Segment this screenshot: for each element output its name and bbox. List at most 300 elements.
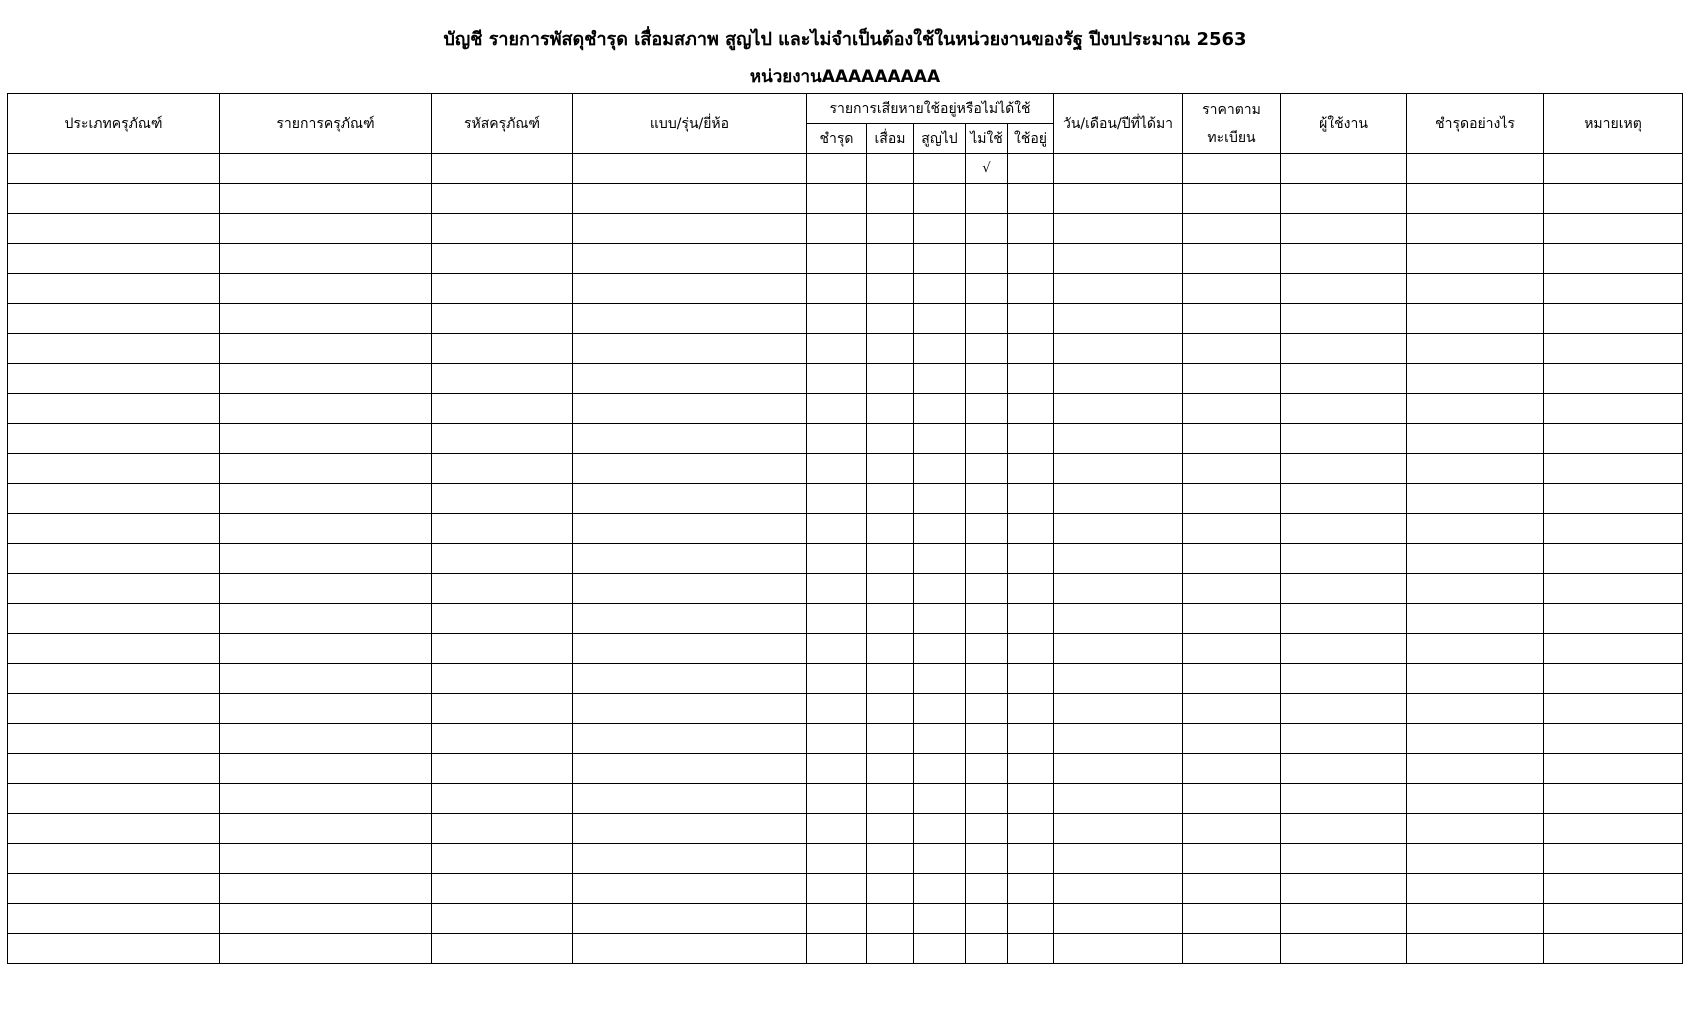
cell-acquired-date [1054, 574, 1183, 604]
cell-lost [914, 844, 966, 874]
cell-user [1281, 724, 1407, 754]
cell-price [1183, 934, 1281, 964]
cell-price [1183, 904, 1281, 934]
cell-acquired-date [1054, 514, 1183, 544]
cell-deteriorated [867, 844, 914, 874]
cell-lost [914, 184, 966, 214]
cell-in-use [1008, 214, 1054, 244]
cell-model [573, 634, 807, 664]
cell-in-use [1008, 244, 1054, 274]
cell-acquired-date [1054, 274, 1183, 304]
cell-lost [914, 544, 966, 574]
cell-acquired-date [1054, 904, 1183, 934]
cell-in-use [1008, 514, 1054, 544]
cell-model [573, 184, 807, 214]
cell-remarks [1544, 754, 1683, 784]
table-row [8, 274, 1683, 304]
cell-unused [966, 724, 1008, 754]
table-row [8, 184, 1683, 214]
cell-item [220, 754, 432, 784]
cell-lost [914, 814, 966, 844]
cell-remarks [1544, 454, 1683, 484]
cell-type [8, 484, 220, 514]
header-type: ประเภทครุภัณฑ์ [8, 94, 220, 154]
header-lost: สูญไป [914, 124, 966, 154]
cell-model [573, 364, 807, 394]
cell-model [573, 154, 807, 184]
header-remarks: หมายเหตุ [1544, 94, 1683, 154]
cell-how-damaged [1407, 664, 1544, 694]
cell-model [573, 514, 807, 544]
cell-item [220, 394, 432, 424]
cell-acquired-date [1054, 214, 1183, 244]
header-damaged: ชำรุด [807, 124, 867, 154]
cell-user [1281, 664, 1407, 694]
cell-remarks [1544, 874, 1683, 904]
cell-unused [966, 784, 1008, 814]
cell-in-use [1008, 784, 1054, 814]
cell-item [220, 484, 432, 514]
cell-remarks [1544, 424, 1683, 454]
cell-user [1281, 274, 1407, 304]
cell-in-use [1008, 934, 1054, 964]
cell-model [573, 934, 807, 964]
cell-unused [966, 274, 1008, 304]
cell-unused [966, 304, 1008, 334]
cell-unused [966, 364, 1008, 394]
table-row [8, 334, 1683, 364]
cell-type [8, 874, 220, 904]
cell-in-use [1008, 544, 1054, 574]
cell-user [1281, 784, 1407, 814]
cell-deteriorated [867, 754, 914, 784]
cell-user [1281, 364, 1407, 394]
cell-lost [914, 724, 966, 754]
cell-damaged [807, 544, 867, 574]
cell-how-damaged [1407, 154, 1544, 184]
cell-unused [966, 664, 1008, 694]
cell-acquired-date [1054, 844, 1183, 874]
cell-item [220, 514, 432, 544]
cell-price [1183, 304, 1281, 334]
cell-deteriorated [867, 304, 914, 334]
cell-how-damaged [1407, 724, 1544, 754]
cell-unused [966, 574, 1008, 604]
cell-model [573, 454, 807, 484]
cell-unused [966, 814, 1008, 844]
cell-user [1281, 544, 1407, 574]
cell-lost [914, 634, 966, 664]
cell-price [1183, 574, 1281, 604]
cell-lost [914, 574, 966, 604]
cell-deteriorated [867, 484, 914, 514]
cell-deteriorated [867, 424, 914, 454]
cell-user [1281, 304, 1407, 334]
cell-model [573, 604, 807, 634]
header-price [1183, 94, 1281, 154]
cell-in-use [1008, 274, 1054, 304]
cell-remarks [1544, 904, 1683, 934]
cell-damaged [807, 694, 867, 724]
cell-price [1183, 634, 1281, 664]
cell-how-damaged [1407, 274, 1544, 304]
cell-price [1183, 334, 1281, 364]
table-row [8, 904, 1683, 934]
cell-unused [966, 214, 1008, 244]
cell-how-damaged [1407, 934, 1544, 964]
cell-price [1183, 364, 1281, 394]
cell-unused [966, 694, 1008, 724]
cell-lost [914, 484, 966, 514]
cell-remarks [1544, 814, 1683, 844]
cell-type [8, 604, 220, 634]
cell-in-use [1008, 394, 1054, 424]
table-row [8, 844, 1683, 874]
cell-acquired-date [1054, 544, 1183, 574]
cell-in-use [1008, 604, 1054, 634]
header-in-use: ใช้อยู่ [1008, 124, 1054, 154]
cell-in-use [1008, 304, 1054, 334]
cell-in-use [1008, 904, 1054, 934]
cell-remarks [1544, 784, 1683, 814]
cell-remarks [1544, 184, 1683, 214]
cell-remarks [1544, 664, 1683, 694]
cell-remarks [1544, 694, 1683, 724]
cell-unused [966, 484, 1008, 514]
cell-damaged [807, 364, 867, 394]
asset-table [7, 93, 1683, 964]
cell-price [1183, 664, 1281, 694]
cell-user [1281, 604, 1407, 634]
cell-acquired-date [1054, 304, 1183, 334]
cell-acquired-date [1054, 724, 1183, 754]
cell-price [1183, 874, 1281, 904]
cell-item [220, 934, 432, 964]
cell-type [8, 154, 220, 184]
cell-acquired-date [1054, 784, 1183, 814]
cell-in-use [1008, 844, 1054, 874]
cell-code [432, 904, 573, 934]
cell-item [220, 634, 432, 664]
cell-code [432, 364, 573, 394]
cell-item [220, 784, 432, 814]
cell-remarks [1544, 544, 1683, 574]
cell-code [432, 184, 573, 214]
cell-item [220, 244, 432, 274]
cell-how-damaged [1407, 754, 1544, 784]
cell-price [1183, 454, 1281, 484]
cell-deteriorated [867, 604, 914, 634]
cell-how-damaged [1407, 844, 1544, 874]
cell-code [432, 544, 573, 574]
cell-how-damaged [1407, 874, 1544, 904]
cell-item [220, 694, 432, 724]
cell-acquired-date [1054, 184, 1183, 214]
cell-code [432, 694, 573, 724]
table-row [8, 514, 1683, 544]
cell-in-use [1008, 484, 1054, 514]
cell-damaged [807, 934, 867, 964]
cell-type [8, 754, 220, 784]
cell-deteriorated [867, 634, 914, 664]
cell-remarks [1544, 484, 1683, 514]
cell-unused [966, 514, 1008, 544]
cell-in-use [1008, 154, 1054, 184]
table-row [8, 454, 1683, 484]
cell-how-damaged [1407, 814, 1544, 844]
cell-code [432, 244, 573, 274]
cell-code [432, 934, 573, 964]
cell-lost [914, 454, 966, 484]
cell-how-damaged [1407, 244, 1544, 274]
cell-unused [966, 754, 1008, 784]
cell-model [573, 304, 807, 334]
cell-how-damaged [1407, 604, 1544, 634]
cell-item [220, 814, 432, 844]
cell-price [1183, 154, 1281, 184]
cell-type [8, 304, 220, 334]
header-condition-group: รายการเสียหายใช้อยู่หรือไม่ได้ใช้ [807, 94, 1054, 124]
cell-item [220, 604, 432, 634]
cell-remarks [1544, 514, 1683, 544]
cell-acquired-date [1054, 664, 1183, 694]
cell-remarks [1544, 394, 1683, 424]
cell-model [573, 484, 807, 514]
table-row [8, 724, 1683, 754]
cell-model [573, 844, 807, 874]
cell-code [432, 514, 573, 544]
cell-damaged [807, 724, 867, 754]
cell-user [1281, 334, 1407, 364]
cell-type [8, 214, 220, 244]
table-row [8, 544, 1683, 574]
cell-damaged [807, 454, 867, 484]
table-body [8, 154, 1683, 964]
cell-acquired-date [1054, 154, 1183, 184]
cell-lost [914, 874, 966, 904]
cell-remarks [1544, 304, 1683, 334]
cell-user [1281, 454, 1407, 484]
table-row [8, 364, 1683, 394]
cell-lost [914, 754, 966, 784]
cell-item [220, 364, 432, 394]
cell-remarks [1544, 634, 1683, 664]
cell-how-damaged [1407, 454, 1544, 484]
cell-acquired-date [1054, 394, 1183, 424]
cell-deteriorated [867, 244, 914, 274]
cell-model [573, 904, 807, 934]
cell-acquired-date [1054, 454, 1183, 484]
cell-code [432, 784, 573, 814]
cell-deteriorated [867, 394, 914, 424]
cell-type [8, 814, 220, 844]
cell-model [573, 394, 807, 424]
cell-unused [966, 874, 1008, 904]
cell-price [1183, 484, 1281, 514]
cell-acquired-date [1054, 364, 1183, 394]
cell-user [1281, 394, 1407, 424]
cell-price [1183, 184, 1281, 214]
cell-code [432, 424, 573, 454]
cell-damaged [807, 154, 867, 184]
cell-deteriorated [867, 904, 914, 934]
cell-item [220, 544, 432, 574]
cell-model [573, 724, 807, 754]
cell-item [220, 184, 432, 214]
table-row [8, 424, 1683, 454]
cell-price [1183, 544, 1281, 574]
cell-acquired-date [1054, 874, 1183, 904]
cell-how-damaged [1407, 304, 1544, 334]
cell-unused [966, 244, 1008, 274]
cell-code [432, 754, 573, 784]
table-row [8, 814, 1683, 844]
cell-in-use [1008, 724, 1054, 754]
cell-item [220, 154, 432, 184]
cell-code [432, 814, 573, 844]
cell-user [1281, 934, 1407, 964]
cell-type [8, 244, 220, 274]
cell-deteriorated [867, 274, 914, 304]
cell-user [1281, 154, 1407, 184]
cell-type [8, 904, 220, 934]
cell-lost [914, 604, 966, 634]
cell-item [220, 304, 432, 334]
cell-deteriorated [867, 184, 914, 214]
cell-damaged [807, 304, 867, 334]
cell-unused [966, 334, 1008, 364]
cell-unused [966, 934, 1008, 964]
cell-how-damaged [1407, 364, 1544, 394]
cell-lost [914, 694, 966, 724]
cell-remarks [1544, 274, 1683, 304]
cell-damaged [807, 274, 867, 304]
cell-acquired-date [1054, 634, 1183, 664]
cell-how-damaged [1407, 424, 1544, 454]
cell-type [8, 454, 220, 484]
cell-price [1183, 694, 1281, 724]
cell-item [220, 664, 432, 694]
cell-remarks [1544, 364, 1683, 394]
cell-damaged [807, 784, 867, 814]
cell-damaged [807, 754, 867, 784]
cell-damaged [807, 634, 867, 664]
cell-remarks [1544, 604, 1683, 634]
cell-code [432, 214, 573, 244]
cell-model [573, 274, 807, 304]
cell-in-use [1008, 754, 1054, 784]
cell-damaged [807, 334, 867, 364]
cell-user [1281, 514, 1407, 544]
cell-remarks [1544, 574, 1683, 604]
cell-price [1183, 754, 1281, 784]
cell-code [432, 724, 573, 754]
cell-code [432, 604, 573, 634]
cell-type [8, 784, 220, 814]
cell-code [432, 274, 573, 304]
cell-type [8, 394, 220, 424]
cell-item [220, 424, 432, 454]
cell-how-damaged [1407, 634, 1544, 664]
cell-item [220, 874, 432, 904]
cell-in-use [1008, 184, 1054, 214]
cell-how-damaged [1407, 394, 1544, 424]
cell-item [220, 454, 432, 484]
header-deteriorated: เสื่อม [867, 124, 914, 154]
cell-deteriorated [867, 574, 914, 604]
cell-type [8, 664, 220, 694]
cell-model [573, 874, 807, 904]
cell-user [1281, 904, 1407, 934]
header-user: ผู้ใช้งาน [1281, 94, 1407, 154]
cell-how-damaged [1407, 334, 1544, 364]
cell-acquired-date [1054, 604, 1183, 634]
cell-lost [914, 304, 966, 334]
cell-how-damaged [1407, 904, 1544, 934]
cell-how-damaged [1407, 694, 1544, 724]
cell-unused [966, 604, 1008, 634]
cell-user [1281, 184, 1407, 214]
cell-acquired-date [1054, 244, 1183, 274]
cell-price [1183, 214, 1281, 244]
cell-deteriorated [867, 784, 914, 814]
cell-deteriorated [867, 694, 914, 724]
cell-user [1281, 244, 1407, 274]
cell-item [220, 274, 432, 304]
cell-user [1281, 844, 1407, 874]
cell-model [573, 424, 807, 454]
cell-deteriorated [867, 514, 914, 544]
cell-lost [914, 514, 966, 544]
cell-code [432, 484, 573, 514]
cell-damaged [807, 484, 867, 514]
header-acquired-date: วัน/เดือน/ปีที่ได้มา [1054, 94, 1183, 154]
cell-type [8, 334, 220, 364]
cell-item [220, 574, 432, 604]
cell-acquired-date [1054, 754, 1183, 784]
cell-price [1183, 604, 1281, 634]
cell-unused [966, 394, 1008, 424]
cell-damaged [807, 424, 867, 454]
table-row [8, 304, 1683, 334]
cell-code [432, 304, 573, 334]
cell-deteriorated [867, 154, 914, 184]
cell-user [1281, 484, 1407, 514]
cell-type [8, 634, 220, 664]
cell-lost [914, 334, 966, 364]
table-row [8, 784, 1683, 814]
cell-code [432, 334, 573, 364]
cell-lost [914, 784, 966, 814]
cell-in-use [1008, 814, 1054, 844]
table-row [8, 934, 1683, 964]
cell-type [8, 514, 220, 544]
cell-code [432, 154, 573, 184]
cell-how-damaged [1407, 784, 1544, 814]
table-row [8, 664, 1683, 694]
document-subtitle: หน่วยงานAAAAAAAAA [749, 67, 941, 87]
cell-unused [966, 424, 1008, 454]
cell-damaged [807, 874, 867, 904]
cell-model [573, 544, 807, 574]
cell-remarks [1544, 214, 1683, 244]
cell-lost [914, 214, 966, 244]
cell-code [432, 574, 573, 604]
cell-model [573, 214, 807, 244]
table-row [8, 484, 1683, 514]
cell-deteriorated [867, 334, 914, 364]
cell-damaged [807, 394, 867, 424]
